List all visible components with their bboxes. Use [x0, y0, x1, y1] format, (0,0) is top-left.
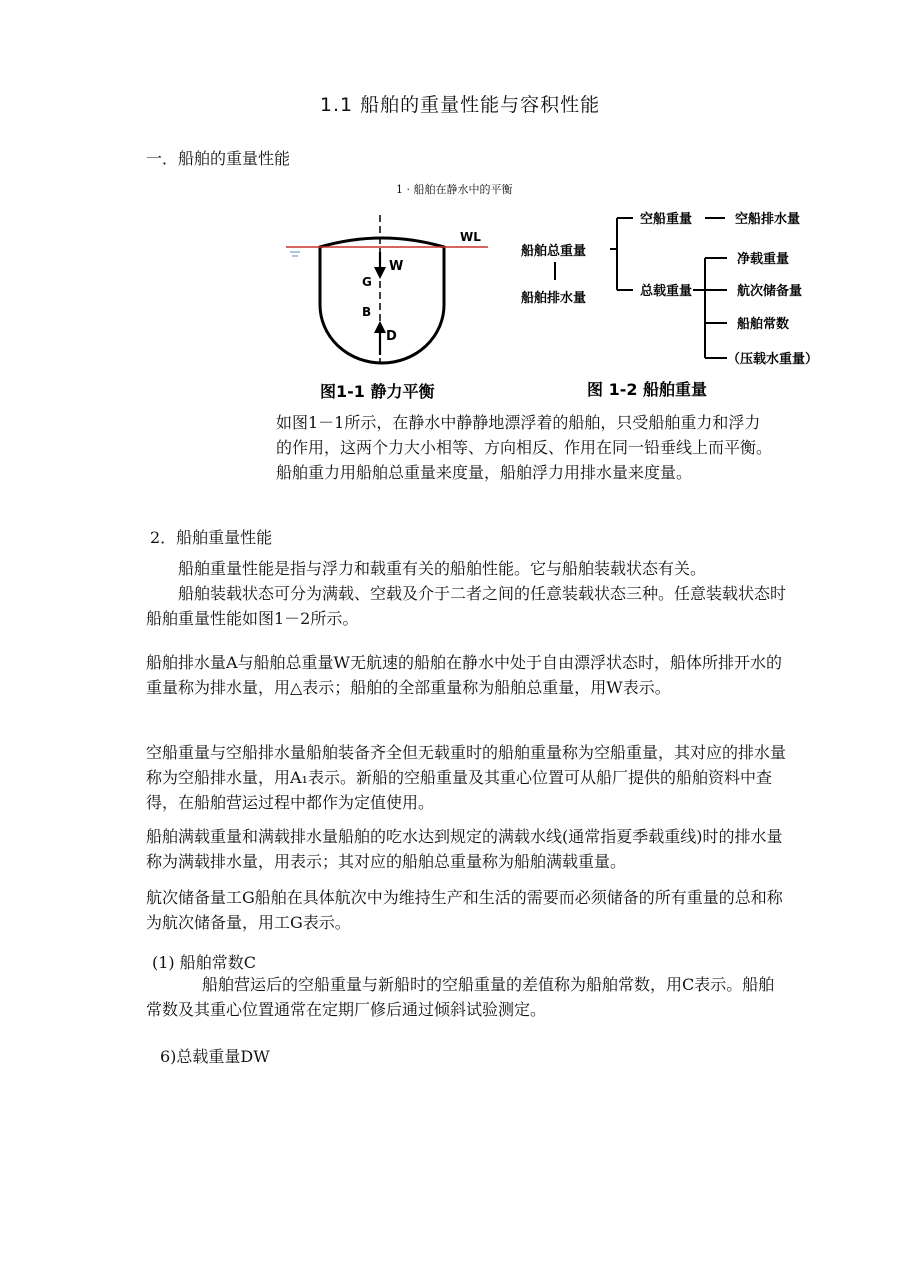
figure-description: 如图1－1所示，在静水中静静地漂浮着的船舶，只受船舶重力和浮力的作用，这两个力大小相等、方向相反、作用在同一铅垂线上而平衡。船舶重力用船舶总重量来度量，船舶浮力用排水量来度量。 [276, 413, 773, 482]
label-d: D [386, 329, 397, 344]
fig1-caption: 图1-1 静力平衡 [320, 382, 435, 401]
label-wl: WL [460, 230, 481, 244]
figure-ship-weight [515, 200, 845, 405]
label-w: W [389, 259, 404, 274]
paragraph: 船舶装载状态可分为满载、空载及介于二者之间的任意装载状态三种。任意装载状态时船舶重量性能如图1－2所示。 [146, 584, 787, 628]
buoyancy-arrow-icon [374, 321, 386, 333]
paragraph: 空船重量与空船排水量船舶装备齐全但无载重时的船舶重量称为空船重量，其对应的排水量称为空船排水量，用A₁表示。新船的空船重量及其重心位置可从船厂提供的船舶资料中查得，在船舶营运过程中都作为定值使用。 [146, 743, 787, 812]
figure-static-equilibrium [282, 205, 497, 405]
node-item: 船舶常数 [737, 317, 790, 332]
paragraph: 航次储备量工G船舶在具体航次中为维持生产和生活的需要而必须储备的所有重量的总和称为航次储备量，用工G表示。 [146, 888, 783, 932]
page-title: 1.1 船舶的重量性能与容积性能 [319, 94, 601, 116]
subheading-ship-constant: (1) 船舶常数C [152, 953, 256, 972]
node-item: 航次储备量 [737, 284, 803, 299]
label-g: G [362, 275, 372, 289]
paragraph: 船舶营运后的空船重量与新船时的空船重量的差值称为船舶常数，用C表示。船舶常数及其重心位置通常在定期厂修后通过倾斜试验测定。 [146, 975, 775, 1019]
node-light-displacement: 空船排水量 [735, 212, 801, 227]
node-deadweight: 总载重量 [640, 284, 693, 299]
node-displacement: 船舶排水量 [521, 291, 587, 306]
hull-outline [320, 238, 444, 363]
section-heading-weight: 一．船舶的重量性能 [146, 149, 291, 168]
gravity-arrow-icon [374, 267, 386, 279]
paragraph: 船舶排水量A与船舶总重量W无航速的船舶在静水中处于自由漂浮状态时，船体所排开水的重量称为排水量，用△表示；船舶的全部重量称为船舶总重量，用W表示。 [146, 653, 783, 697]
label-b: B [362, 305, 372, 319]
paragraph: 船舶满载重量和满载排水量船舶的吃水达到规定的满载水线(通常指夏季载重线)时的排水量称为满载排水量，用表示；其对应的船舶总重量称为船舶满载重量。 [146, 827, 783, 871]
figure-top-caption: 1 · 船舶在静水中的平衡 [396, 183, 513, 196]
paragraph: 船舶重量性能是指与浮力和载重有关的船舶性能。它与船舶装载状态有关。 [178, 559, 707, 578]
subheading-deadweight: 6)总载重量DW [160, 1047, 270, 1066]
node-item: 净载重量 [737, 252, 790, 267]
fig2-caption: 图 1-2 船舶重量 [587, 380, 708, 399]
subheading-weight-performance: 2．船舶重量性能 [150, 528, 273, 547]
node-item: （压载水重量） [727, 352, 819, 367]
node-light-weight: 空船重量 [640, 212, 693, 227]
node-total-weight: 船舶总重量 [521, 244, 587, 259]
